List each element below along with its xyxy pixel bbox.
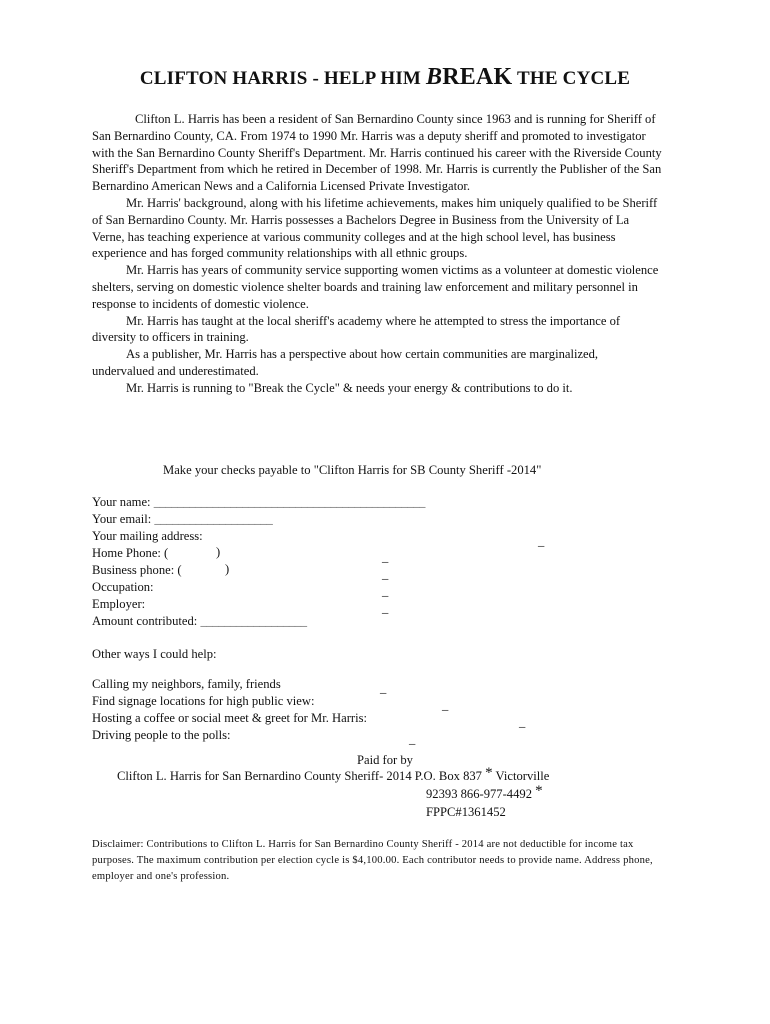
fppc-number: FPPC#1361452 [426,805,506,819]
bio-paragraph-3: Mr. Harris has years of community service supporting women victims as a volunteer at domestic violence shelters, serving on domestic violence shelter boards and training law enforcement and military personnel in response to incidents of domestic violence. [92,263,659,311]
employer-field[interactable]: _ [382,601,389,615]
bio-paragraph-6: Mr. Harris is running to "Break the Cycle" & needs your energy & contributions to do it. [126,380,573,395]
business-phone-row [92,562,182,579]
address-label: Your mailing address: [92,529,203,543]
business-phone-close-paren: ) [225,562,230,576]
help-signage-field[interactable]: _ [442,698,449,712]
name-row [92,494,425,511]
home-phone-label: Home Phone: ( [92,546,169,560]
email-field[interactable]: ____________________ [154,512,273,526]
zip-phone [426,783,543,803]
home-phone-close-paren: ) [216,545,221,559]
checks-payable-note: Make your checks payable to "Clifton Harris for SB County Sheriff -2014" [163,463,542,477]
help-calling-field[interactable]: _ [380,681,387,695]
disclaimer: Disclaimer: Contributions to Clifton L. Harris for San Bernardino County Sheriff - 2014 are not deductible for income tax purposes. The maximum contribution per election cycle is $4,100.00. Each contributor needs to provide name. Address phone, employer and one's profession. [92,839,653,883]
star-separator-1: * [485,765,493,781]
name-field[interactable]: ______________________________________________ [153,495,425,509]
title-part-2: REAK [442,64,513,90]
address-row [92,528,203,545]
help-driving-field[interactable]: _ [409,732,416,746]
title-italic-letter: B [426,64,443,90]
home-phone-field[interactable]: _ [382,550,389,564]
help-heading: Other ways I could help: [92,647,217,661]
employer-label: Employer: [92,597,146,611]
home-phone-row [92,545,168,562]
address-field[interactable]: _ [538,534,545,548]
email-label: Your email: [92,512,152,526]
amount-label: Amount contributed: [92,614,198,628]
zip-phone-text: 92393 866-977-4492 [426,787,532,801]
help-item-driving: Driving people to the polls: [92,728,231,742]
amount-row [92,613,307,630]
bio-paragraph-5: As a publisher, Mr. Harris has a perspective about how certain communities are marginalized, undervalued and underestimated. [92,347,599,378]
amount-field[interactable]: __________________ [200,614,307,628]
city: Victorville [495,769,550,783]
help-item-hosting: Hosting a coffee or social meet & greet for Mr. Harris: [92,711,367,725]
biography [92,111,662,397]
committee-address [117,765,550,785]
help-item-signage: Find signage locations for high public view: [92,694,315,708]
email-row [92,511,272,528]
title-part-3: THE CYCLE [512,68,631,89]
occupation-label: Occupation: [92,580,154,594]
bio-paragraph-4: Mr. Harris has taught at the local sheriff's academy where he attempted to stress the importance of diversity to officers in training. [92,313,621,345]
bio-paragraph-2: Mr. Harris' background, along with his lifetime achievements, makes him uniquely qualified to be Sheriff of San Bernardino County. Mr. Harris possesses a Bachelors Degree in Business from the University of La Verne, has teaching experience at various community colleges and at the high school level, has business experience and has forged community relationships with all ethnic groups. [92,195,658,261]
business-phone-label: Business phone: ( [92,563,182,577]
employer-row [92,596,145,613]
help-item-calling: Calling my neighbors, family, friends [92,677,281,691]
page-title [0,64,770,91]
name-label: Your name: [92,495,151,509]
help-hosting-field[interactable]: _ [519,715,526,729]
business-phone-field[interactable]: _ [382,567,389,581]
paid-for-by: Paid for by [357,753,413,767]
occupation-field[interactable]: _ [382,584,389,598]
star-separator-2: * [535,783,543,799]
occupation-row [92,579,154,596]
title-part-1: CLIFTON HARRIS - HELP HIM [139,68,427,89]
address-line: Clifton L. Harris for San Bernardino County Sheriff- 2014 P.O. Box 837 [117,769,482,783]
bio-paragraph-1: Clifton L. Harris has been a resident of San Bernardino County since 1963 and is running for Sheriff of San Bernardino County, CA. From 1974 to 1990 Mr. Harris was a deputy sheriff and promoted to investigator with the San Bernardino County Sheriff's Department. Mr. Harris continued his career with the Riverside County Sheriff's Department from which he retired in December of 1998. Mr. Harris is currently the Publisher of the San Bernardino American News and a California Licensed Private Investigator. [92,112,662,194]
